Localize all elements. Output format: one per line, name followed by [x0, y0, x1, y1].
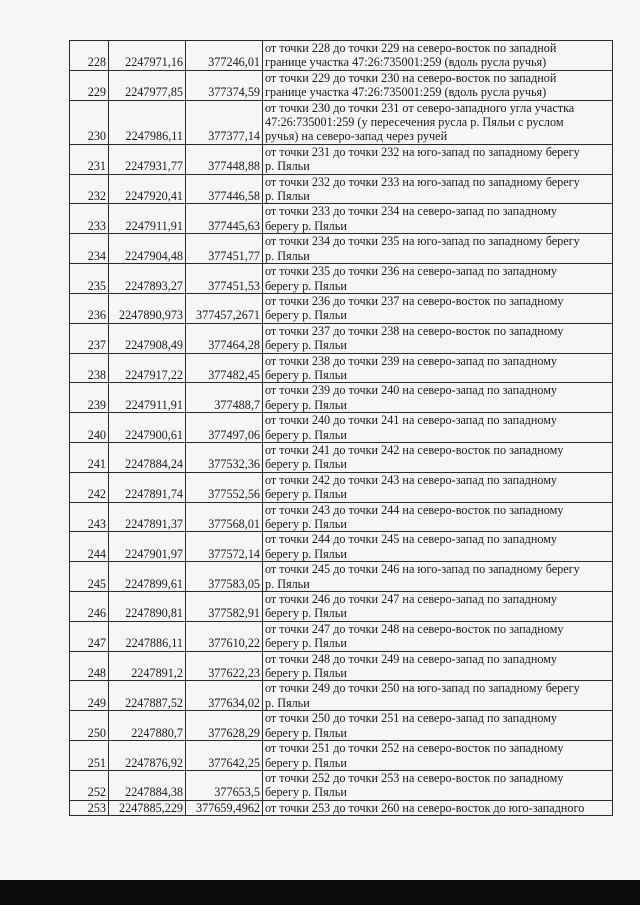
x-coordinate-cell: 2247891,37: [109, 502, 186, 532]
table-row: [70, 681, 613, 711]
description-line: берегу р. Пяльи: [265, 666, 347, 681]
x-coordinate-cell: 2247893,27: [109, 264, 186, 294]
description-line: берегу р. Пяльи: [265, 606, 347, 621]
description-line: берегу р. Пяльи: [265, 546, 347, 561]
table-row: [70, 502, 613, 532]
y-coordinate-cell: 377488,7: [186, 383, 263, 413]
boundary-description-cell: [263, 621, 613, 651]
x-coordinate-cell: 2247885,229: [109, 800, 186, 815]
boundary-description-cell: [263, 502, 613, 532]
point-number-cell: 242: [70, 472, 109, 502]
y-coordinate-cell: 377634,02: [186, 681, 263, 711]
description-line: 47:26:735001:259 (у пересечения русла р. Пяльи с руслом: [265, 115, 564, 130]
y-coordinate-cell: 377572,14: [186, 532, 263, 562]
y-coordinate-cell: 377582,91: [186, 592, 263, 622]
table-row: [70, 174, 613, 204]
description-line: от точки 241 до точки 242 на северо-восток по западному: [265, 442, 564, 457]
boundary-description-cell: [263, 174, 613, 204]
description-line: р. Пяльи: [265, 189, 310, 204]
coordinates-table: [69, 40, 613, 816]
point-number-cell: 253: [70, 800, 109, 815]
point-number-cell: 232: [70, 174, 109, 204]
point-number-cell: 235: [70, 264, 109, 294]
point-number-cell: 231: [70, 144, 109, 174]
point-number-cell: 236: [70, 293, 109, 323]
point-number-cell: 250: [70, 711, 109, 741]
description-line: от точки 236 до точки 237 на северо-восток по западному: [265, 293, 564, 308]
boundary-description-cell: [263, 41, 613, 71]
point-number-cell: 252: [70, 770, 109, 800]
y-coordinate-cell: 377451,53: [186, 264, 263, 294]
table-row: [70, 383, 613, 413]
y-coordinate-cell: 377628,29: [186, 711, 263, 741]
point-number-cell: 237: [70, 323, 109, 353]
point-number-cell: 234: [70, 234, 109, 264]
y-coordinate-cell: 377583,05: [186, 562, 263, 592]
description-line: от точки 247 до точки 248 на северо-восток по западному: [265, 621, 564, 636]
description-line: от точки 232 до точки 233 на юго-запад по западному берегу: [265, 174, 580, 189]
boundary-description-cell: [263, 800, 613, 815]
point-number-cell: 238: [70, 353, 109, 383]
table-row: [70, 41, 613, 71]
description-line: р. Пяльи: [265, 695, 310, 710]
y-coordinate-cell: 377457,2671: [186, 293, 263, 323]
description-line: от точки 239 до точки 240 на северо-запад по западному: [265, 383, 558, 398]
description-line: от точки 253 до точки 260 на северо-восток до юго-западного: [265, 800, 585, 815]
x-coordinate-cell: 2247911,91: [109, 383, 186, 413]
y-coordinate-cell: 377568,01: [186, 502, 263, 532]
boundary-description-cell: [263, 651, 613, 681]
table-row: [70, 800, 613, 815]
point-number-cell: 247: [70, 621, 109, 651]
x-coordinate-cell: 2247904,48: [109, 234, 186, 264]
table-row: [70, 70, 613, 100]
boundary-description-cell: [263, 681, 613, 711]
table-row: [70, 144, 613, 174]
description-line: от точки 248 до точки 249 на северо-запад по западному: [265, 651, 558, 666]
boundary-description-cell: [263, 532, 613, 562]
description-line: от точки 234 до точки 235 на юго-запад по западному берегу: [265, 234, 580, 249]
x-coordinate-cell: 2247986,11: [109, 100, 186, 144]
point-number-cell: 241: [70, 442, 109, 472]
point-number-cell: 239: [70, 383, 109, 413]
y-coordinate-cell: 377497,06: [186, 413, 263, 443]
x-coordinate-cell: 2247901,97: [109, 532, 186, 562]
description-line: берегу р. Пяльи: [265, 725, 347, 740]
description-line: от точки 249 до точки 250 на юго-запад по западному берегу: [265, 681, 580, 696]
coordinates-table-body: [70, 41, 613, 816]
y-coordinate-cell: 377659,4962: [186, 800, 263, 815]
table-row: [70, 472, 613, 502]
x-coordinate-cell: 2247917,22: [109, 353, 186, 383]
description-line: берегу р. Пяльи: [265, 427, 347, 442]
description-line: от точки 246 до точки 247 на северо-запад по западному: [265, 592, 558, 607]
boundary-description-cell: [263, 770, 613, 800]
description-line: берегу р. Пяльи: [265, 636, 347, 651]
description-line: от точки 242 до точки 243 на северо-запад по западному: [265, 472, 558, 487]
point-number-cell: 229: [70, 70, 109, 100]
y-coordinate-cell: 377445,63: [186, 204, 263, 234]
point-number-cell: 240: [70, 413, 109, 443]
point-number-cell: 249: [70, 681, 109, 711]
table-row: [70, 264, 613, 294]
y-coordinate-cell: 377482,45: [186, 353, 263, 383]
description-line: берегу р. Пяльи: [265, 517, 347, 531]
table-row: [70, 621, 613, 651]
description-line: берегу р. Пяльи: [265, 755, 347, 770]
table-row: [70, 770, 613, 800]
y-coordinate-cell: 377377,14: [186, 100, 263, 144]
table-row: [70, 651, 613, 681]
table-row: [70, 562, 613, 592]
table-row: [70, 100, 613, 144]
description-line: от точки 240 до точки 241 на северо-запад по западному: [265, 413, 558, 428]
boundary-description-cell: [263, 323, 613, 353]
description-line: от точки 230 до точки 231 от северо-западного угла участка: [265, 100, 575, 115]
description-line: от точки 252 до точки 253 на северо-восток по западному: [265, 770, 564, 785]
description-line: берегу р. Пяльи: [265, 278, 347, 293]
table-row: [70, 532, 613, 562]
x-coordinate-cell: 2247890,81: [109, 592, 186, 622]
description-line: границе участка 47:26:735001:259 (вдоль русла ручья): [265, 55, 547, 70]
boundary-description-cell: [263, 353, 613, 383]
y-coordinate-cell: 377622,23: [186, 651, 263, 681]
boundary-description-cell: [263, 234, 613, 264]
x-coordinate-cell: 2247880,7: [109, 711, 186, 741]
x-coordinate-cell: 2247891,74: [109, 472, 186, 502]
description-line: от точки 250 до точки 251 на северо-запад по западному: [265, 711, 558, 726]
point-number-cell: 244: [70, 532, 109, 562]
description-line: берегу р. Пяльи: [265, 218, 347, 233]
description-line: от точки 228 до точки 229 на северо-восток по западной: [265, 41, 557, 55]
y-coordinate-cell: 377246,01: [186, 41, 263, 71]
description-line: от точки 238 до точки 239 на северо-запад по западному: [265, 353, 558, 368]
boundary-description-cell: [263, 70, 613, 100]
x-coordinate-cell: 2247884,24: [109, 442, 186, 472]
x-coordinate-cell: 2247890,973: [109, 293, 186, 323]
boundary-description-cell: [263, 264, 613, 294]
x-coordinate-cell: 2247899,61: [109, 562, 186, 592]
boundary-description-cell: [263, 413, 613, 443]
point-number-cell: 233: [70, 204, 109, 234]
y-coordinate-cell: 377448,88: [186, 144, 263, 174]
x-coordinate-cell: 2247891,2: [109, 651, 186, 681]
y-coordinate-cell: 377653,5: [186, 770, 263, 800]
x-coordinate-cell: 2247900,61: [109, 413, 186, 443]
y-coordinate-cell: 377464,28: [186, 323, 263, 353]
y-coordinate-cell: 377610,22: [186, 621, 263, 651]
description-line: берегу р. Пяльи: [265, 367, 347, 382]
description-line: от точки 237 до точки 238 на северо-восток по западному: [265, 323, 564, 338]
point-number-cell: 245: [70, 562, 109, 592]
x-coordinate-cell: 2247908,49: [109, 323, 186, 353]
x-coordinate-cell: 2247931,77: [109, 144, 186, 174]
table-row: [70, 741, 613, 771]
point-number-cell: 248: [70, 651, 109, 681]
description-line: от точки 235 до точки 236 на северо-запад по западному: [265, 264, 558, 279]
x-coordinate-cell: 2247876,92: [109, 741, 186, 771]
point-number-cell: 243: [70, 502, 109, 532]
point-number-cell: 228: [70, 41, 109, 71]
x-coordinate-cell: 2247887,52: [109, 681, 186, 711]
table-row: [70, 442, 613, 472]
point-number-cell: 230: [70, 100, 109, 144]
boundary-description-cell: [263, 293, 613, 323]
x-coordinate-cell: 2247911,91: [109, 204, 186, 234]
boundary-description-cell: [263, 472, 613, 502]
y-coordinate-cell: 377374,59: [186, 70, 263, 100]
point-number-cell: 246: [70, 592, 109, 622]
description-line: от точки 243 до точки 244 на северо-восток по западному: [265, 502, 564, 517]
table-row: [70, 353, 613, 383]
description-line: ручья) на северо-запад через ручей: [265, 129, 448, 144]
table-row: [70, 293, 613, 323]
description-line: от точки 244 до точки 245 на северо-запад по западному: [265, 532, 558, 547]
point-number-cell: 251: [70, 741, 109, 771]
boundary-description-cell: [263, 562, 613, 592]
description-line: от точки 229 до точки 230 на северо-восток по западной: [265, 70, 557, 85]
boundary-description-cell: [263, 204, 613, 234]
y-coordinate-cell: 377451,77: [186, 234, 263, 264]
x-coordinate-cell: 2247977,85: [109, 70, 186, 100]
x-coordinate-cell: 2247884,38: [109, 770, 186, 800]
description-line: от точки 233 до точки 234 на северо-запад по западному: [265, 204, 558, 219]
boundary-description-cell: [263, 741, 613, 771]
y-coordinate-cell: 377552,56: [186, 472, 263, 502]
boundary-description-cell: [263, 144, 613, 174]
description-line: берегу р. Пяльи: [265, 397, 347, 412]
x-coordinate-cell: 2247886,11: [109, 621, 186, 651]
description-line: берегу р. Пяльи: [265, 785, 347, 800]
description-line: от точки 231 до точки 232 на юго-запад по западному берегу: [265, 144, 580, 159]
table-row: [70, 592, 613, 622]
description-line: берегу р. Пяльи: [265, 308, 347, 323]
table-row: [70, 413, 613, 443]
y-coordinate-cell: 377532,36: [186, 442, 263, 472]
description-line: берегу р. Пяльи: [265, 338, 347, 353]
description-line: берегу р. Пяльи: [265, 457, 347, 472]
boundary-description-cell: [263, 100, 613, 144]
table-row: [70, 323, 613, 353]
scan-bottom-edge: [0, 880, 640, 905]
description-line: от точки 245 до точки 246 на юго-запад по западному берегу: [265, 562, 580, 577]
x-coordinate-cell: 2247971,16: [109, 41, 186, 71]
description-line: границе участка 47:26:735001:259 (вдоль русла ручья): [265, 85, 547, 100]
table-row: [70, 204, 613, 234]
y-coordinate-cell: 377446,58: [186, 174, 263, 204]
boundary-description-cell: [263, 442, 613, 472]
description-line: от точки 251 до точки 252 на северо-восток по западному: [265, 741, 564, 756]
x-coordinate-cell: 2247920,41: [109, 174, 186, 204]
table-row: [70, 711, 613, 741]
table-row: [70, 234, 613, 264]
description-line: р. Пяльи: [265, 159, 310, 174]
description-line: р. Пяльи: [265, 248, 310, 263]
y-coordinate-cell: 377642,25: [186, 741, 263, 771]
description-line: берегу р. Пяльи: [265, 487, 347, 502]
boundary-description-cell: [263, 592, 613, 622]
boundary-description-cell: [263, 383, 613, 413]
boundary-description-cell: [263, 711, 613, 741]
description-line: р. Пяльи: [265, 576, 310, 591]
